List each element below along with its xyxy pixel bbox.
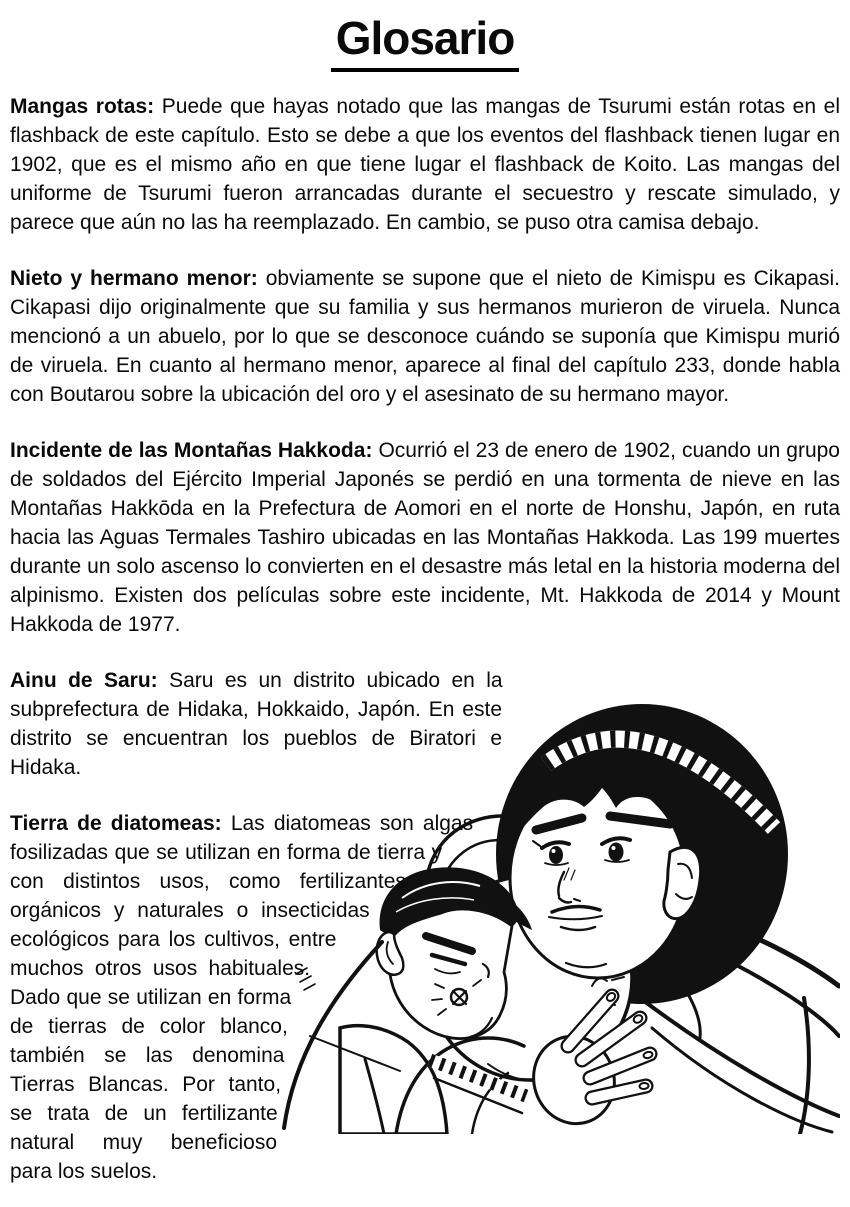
- glossary-term: Mangas rotas:: [10, 94, 155, 118]
- left-eye: [549, 846, 563, 864]
- fingernail: [639, 1082, 648, 1089]
- page-title: [10, 14, 840, 72]
- glossary-definition: Las diatomeas son algas fosilizadas que se utilizan en forma de tierra y con distintos usos, como fertilizantes orgánicos y naturales o insecticidas ecológicos para los cultivos, entre muchos otros usos habituales. Dado que se utilizan en forma de tierras de color blanco, también se las denomina Tierras Blancas. Por tanto, se trata de un fertilizante natural muy beneficioso para los suelos.: [10, 811, 474, 1183]
- glossary-definition: Saru es un distrito ubicado en la subprefectura de Hidaka, Hokkaido, Japón. En este distrito se encuentran los pueblos de Biratori e Hidaka.: [10, 668, 503, 779]
- right-eye: [609, 842, 624, 861]
- glossary-term: Ainu de Saru:: [10, 668, 158, 692]
- glossary-entry: [10, 264, 840, 409]
- illustration-wrap-zone: [10, 666, 840, 1186]
- glossary-definition: obviamente se supone que el nieto de Kimispu es Cikapasi. Cikapasi dijo originalmente que su familia y sus hermanos murieron de viruela. Nunca mencionó a un abuelo, por lo que se desconoce cuándo se suponía que Kimispu murió de viruela. En cuanto al hermano menor, aparece al final del capítulo 233, donde habla con Boutarou sobre la ubicación del oro y el asesinato de su hermano mayor.: [10, 266, 841, 406]
- page-title-text: Glosario: [331, 14, 520, 72]
- glossary-entry: [10, 436, 840, 639]
- glossary-term: Tierra de diatomeas:: [10, 811, 222, 835]
- glossary-definition: Puede que hayas notado que las mangas de Tsurumi están rotas en el flashback de este capítulo. Esto se debe a que los eventos del flashback tienen lugar en 1902, que es el mismo año en que tiene lugar el flashback de Koito. Las mangas del uniforme de Tsurumi fueron arrancadas durante el secuestro y rescate simulado, y parece que aún no las ha reemplazado. En cambio, se puso otra camisa debajo.: [10, 94, 841, 234]
- glossary-definition: Ocurrió el 23 de enero de 1902, cuando un grupo de soldados del Ejército Imperial Japonés se perdió en una tormenta de nieve en las Montañas Hakkōda en la Prefectura de Aomori en el norte de Honshu, Japón, en ruta hacia las Aguas Termales Tashiro ubicadas en las Montañas Hakkoda. Las 199 muertes durante un solo ascenso lo convierten en el desastre más letal en la historia moderna del alpinismo. Existen dos películas sobre este incidente, Mt. Hakkoda de 2014 y Mount Hakkoda de 1977.: [10, 438, 840, 636]
- glossary-term: Incidente de las Montañas Hakkoda:: [10, 438, 373, 462]
- glossary-term: Nieto y hermano menor:: [10, 266, 258, 290]
- small-character-shoulder: [340, 1025, 447, 1133]
- glossary-entry: [10, 92, 840, 237]
